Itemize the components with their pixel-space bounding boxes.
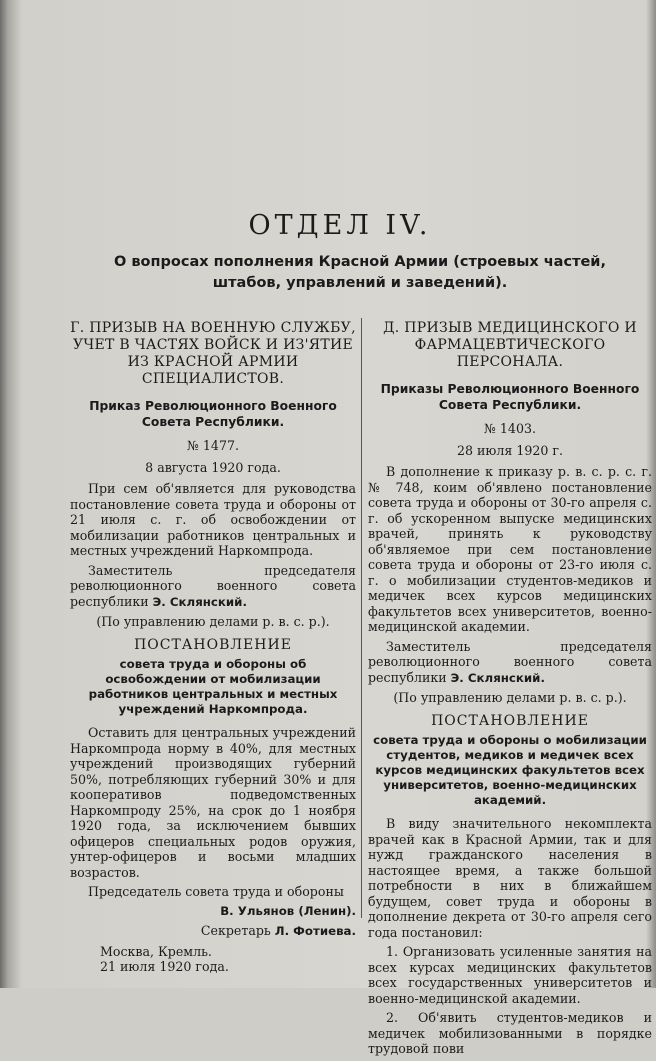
right-heading: Д. ПРИЗЫВ МЕДИЦИНСКОГО И ФАРМАЦЕВТИЧЕСКОГО ПЕРСОНАЛА. (383, 320, 637, 370)
left-chair-prefix: Председатель совета труда и обороны (88, 884, 344, 899)
left-deputy-signature (70, 563, 356, 611)
section-title: ОТДЕЛ IV. (248, 210, 432, 241)
right-deputy-prefix: Заместитель председателя революционного военного совета республики (368, 638, 652, 685)
left-deputy-name: Э. Склянский. (152, 594, 247, 609)
left-deputy-prefix: Заместитель председателя революционного военного совета республики (70, 562, 356, 609)
right-paragraph-2: В виду значительного некомплекта врачей как в Красной Армии, так и для нужд гражданского населения в настоящее время, а также большой потребности в них в ближайшем будущем, совет труда и обороны в дополнение декрета от 30-го апреля сего года постановил: (368, 816, 652, 940)
left-column (70, 320, 356, 975)
right-order-date: 28 июля 1920 г. (457, 442, 563, 458)
right-paragraph-1: В дополнение к приказу р. в. с. р. с. г. № 748, коим об'явлено постановление совета труда и обороны от 30-го апреля с. г. об ускоренном выпуске медицинских врачей, принять к руководству об'являемое при сем постановление совета труда и обороны от 23-го июля с. г. о мобилизации студентов-медиков и медичек всех курсов медицинских факультетов всех университетов, военно-медицинской академии. (368, 464, 652, 634)
left-admin-note: (По управлению делами р. в. с. р.). (96, 614, 330, 629)
left-heading: Г. ПРИЗЫВ НА ВОЕННУЮ СЛУЖБУ, УЧЕТ В ЧАСТЯХ ВОЙСК И ИЗ'ЯТИЕ ИЗ КРАСНОЙ АРМИИ СПЕЦИАЛИСТОВ. (70, 320, 356, 387)
left-secretary-prefix: Секретарь (200, 923, 271, 938)
left-place-date: 21 июля 1920 года. (100, 959, 229, 974)
left-order-title: Приказ Революционного Военного Совета Республики. (89, 399, 337, 429)
right-resolution-heading: ПОСТАНОВЛЕНИЕ (431, 712, 589, 729)
right-item-1: 1. Организовать усиленные занятия на всех курсах медицинских факультетов всех государственных университетов и военно-медицинской академии. (368, 944, 652, 1006)
section-subtitle: О вопросах пополнения Красной Армии (строевых частей, штабов, управлений и заведений). (114, 254, 606, 291)
right-deputy-name: Э. Склянский. (450, 670, 545, 685)
left-resolution-heading: ПОСТАНОВЛЕНИЕ (134, 636, 292, 653)
left-place: Москва, Кремль. (100, 943, 212, 959)
left-order-date: 8 августа 1920 года. (145, 459, 281, 475)
left-paragraph-2: Оставить для центральных учреждений Наркомпрода норму в 40%, для местных учреждений производящих губерний 50%, потребляющих губерний 30% и для кооперативов подведомственных Наркомпроду 25%, на срок до 1 ноября 1920 года, за исключением бывших офицеров специальных родов оружия, унтер-офицеров и восьми младших возрастов. (70, 725, 356, 880)
left-secretary-name: Л. Фотиева. (274, 924, 356, 938)
right-admin-note: (По управлению делами р. в. с. р.). (393, 690, 627, 705)
right-order-number: № 1403. (484, 421, 536, 436)
right-resolution-subtitle: совета труда и обороны о мобилизации студентов, медиков и медичек всех курсов медицинских факультетов всех университетов, военно-медицинских академий. (373, 733, 647, 807)
column-divider (361, 318, 362, 918)
left-secretary (70, 923, 356, 940)
left-paragraph-1: При сем об'является для руководства постановление совета труда и обороны от 21 июля с. г. об освобождении от мобилизации работников центральных и местных учреждений Наркомпрода. (70, 481, 356, 558)
left-chair-name: В. Ульянов (Ленин). (220, 903, 356, 918)
right-column (368, 320, 652, 1061)
left-order-number: № 1477. (187, 438, 239, 453)
right-deputy-signature (368, 639, 652, 687)
right-item-2: 2. Об'явить студентов-медиков и медичек мобилизованными в порядке трудовой пови (368, 1010, 652, 1056)
right-order-title: Приказы Революционного Военного Совета Республики. (380, 382, 640, 412)
left-resolution-subtitle: совета труда и обороны об освобождении от мобилизации работников центральных и местных учреждений Наркомпрода. (88, 657, 338, 716)
